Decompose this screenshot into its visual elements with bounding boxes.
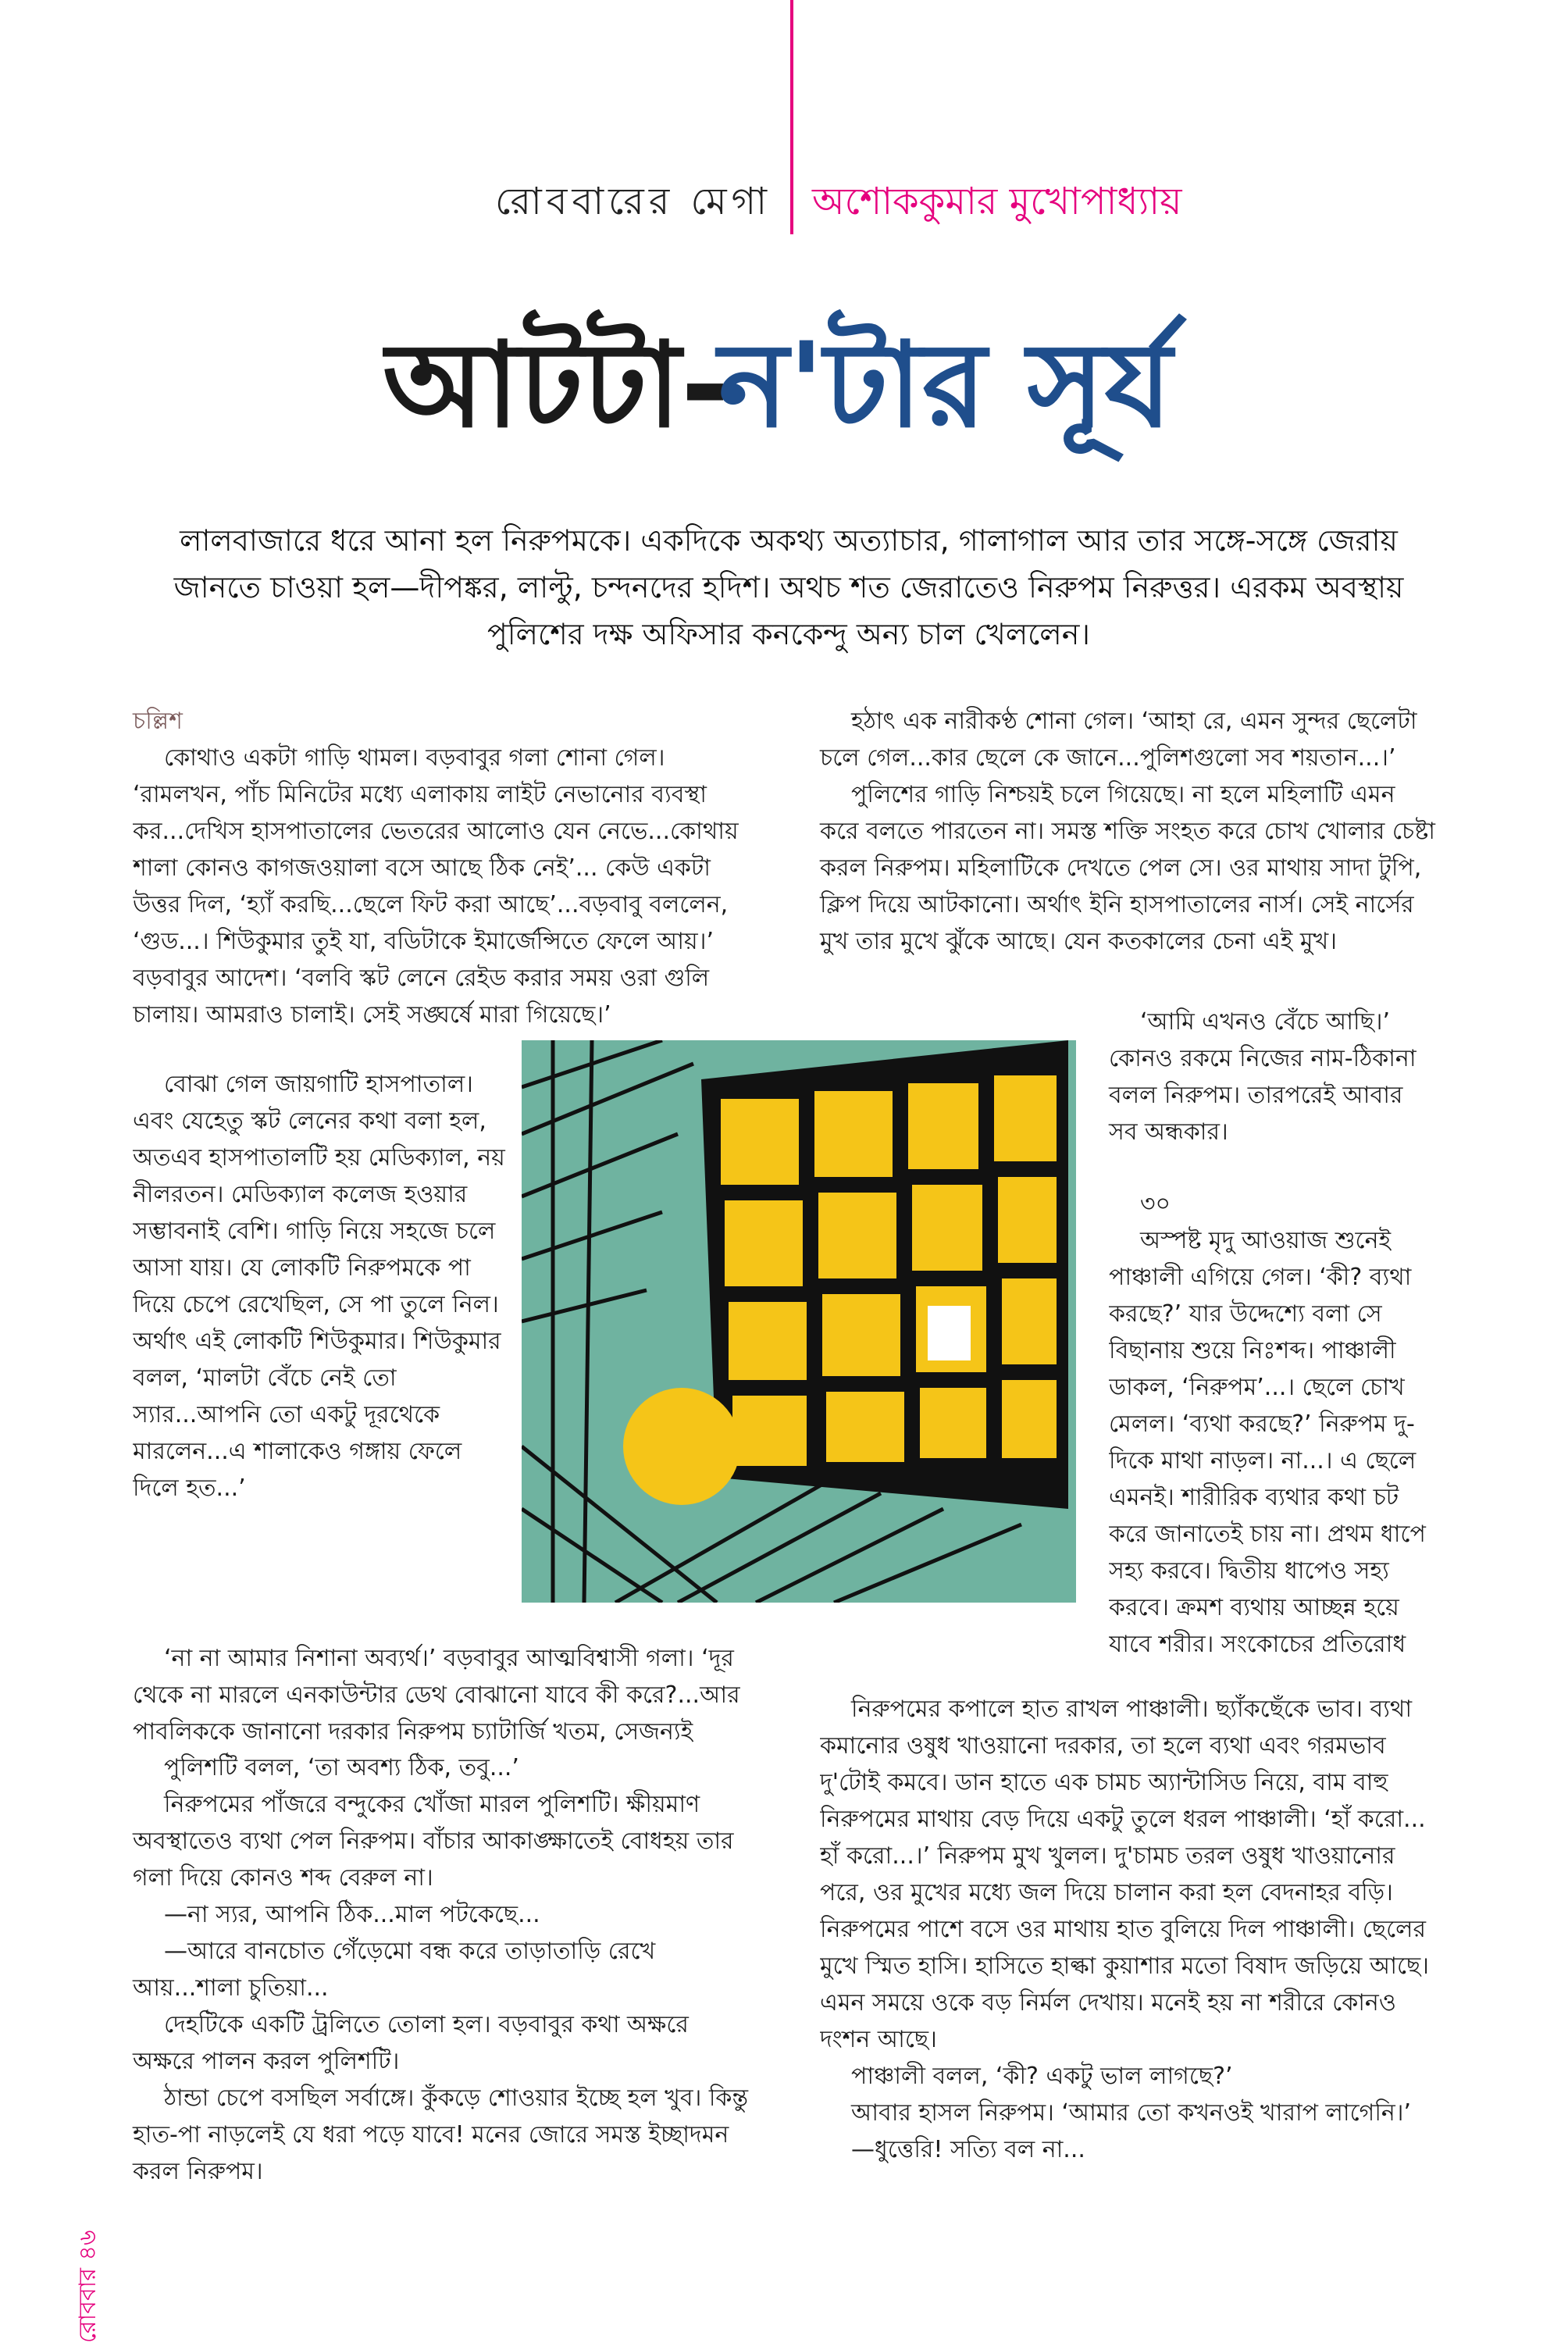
story-summary: লালবাজারে ধরে আনা হল নিরুপমকে। একদিকে অকথ্য অত্যাচার, গালাগাল আর তার সঙ্গে-সঙ্গে জেরায় জানতে চাওয়া হল—দীপঙ্কর, লাল্টু, চন্দনদের হদিশ। অথচ শত জেরাতেও নিরুপম নিরুত্তর। এরকম অবস্থায় পুলিশের দক্ষ অফিসার কনকেন্দু অন্য চাল খেললেন। [173, 523, 1404, 651]
paragraph: পুলিশটি বলল, ‘তা অবশ্য ঠিক, তবু...’ [164, 1754, 519, 1781]
paragraph: কোথাও একটা গাড়ি থামল। বড়বাবুর গলা শোনা গেল। ‘রামলখন, পাঁচ মিনিটের মধ্যে এলাকায় লাইট নেভানোর ব্যবস্থা কর...দেখিস হাসপাতালের ভেতরের আলোও যেন নেভে...কোথায় শালা কোনও কাগজওয়ালা বসে আছে ঠিক নেই’... কেউ একটা উত্তর দিল, ‘হ্যাঁ করছি...ছেলে ফিট করা আছে’...বড়বাবু বললেন, ‘গুড...। শিউকুমার তুই যা, বডিটাকে ইমার্জেন্সিতে ফেলে আয়।’ বড়বাবুর আদেশ। ‘বলবি স্কট লেনে রেইড করার সময় ওরা গুলি চালায়। আমরাও চালাই। সেই সঙ্ঘর্ষে মারা গিয়েছে।’ [133, 744, 739, 1029]
paragraph: —না স্যর, আপনি ঠিক...মাল পটকেছে... [164, 1901, 540, 1928]
paragraph: পুলিশের গাড়ি নিশ্চয়ই চলে গিয়েছে। না হলে মহিলাটি এমন করে বলতে পারতেন না। সমস্ত শক্তি সংহত করে চোখ খোলার চেষ্টা করল নিরুপম। মহিলাটিকে দেখতে পেল সে। ওর মাথায় সাদা টুপি, ক্লিপ দিয়ে আটকানো। অর্থাৎ ইনি হাসপাতালের নার্স। সেই নার্সের মুখ তার মুখে ঝুঁকে আছে। যেন কতকালের চেনা এই মুখ। [820, 781, 1435, 955]
paragraph: নিরুপমের পাঁজরে বন্দুকের খোঁজা মারল পুলিশটি। ক্ষীয়মাণ অবস্থাতেও ব্যথা পেল নিরুপম। বাঁচার আকাঙ্ক্ষাতেই বোধহয় তার গলা দিয়ে কোনও শব্দ বেরুল না। [133, 1791, 734, 1892]
paragraph: আবার হাসল নিরুপম। ‘আমার তো কখনওই খারাপ লাগেনি।’ [851, 2099, 1412, 2127]
title-part-one: আটটা- [383, 318, 730, 454]
story-title [383, 289, 1257, 469]
page-label: রোববার ৪৬ [74, 2230, 102, 2343]
left-column-bottom [133, 1640, 750, 2190]
paragraph: দেহটিকে একটি ট্রলিতে তোলা হল। বড়বাবুর কথা অক্ষরে অক্ষরে পালন করল পুলিশটি। [133, 2011, 689, 2075]
title-part-two: ন'টার সূর্য [718, 318, 1172, 454]
left-column-top [133, 703, 750, 1068]
right-column-bottom [820, 1691, 1437, 2168]
author-name: অশোককুমার মুখোপাধ্যায় [812, 180, 1182, 223]
paragraph: হঠাৎ এক নারীকণ্ঠ শোনা গেল। ‘আহা রে, এমন সুন্দর ছেলেটা চলে গেল...কার ছেলে কে জানে...পুলিশগুলো সব শয়তান...।’ [820, 708, 1417, 772]
right-column-narrow [1109, 1004, 1437, 1660]
paragraph: ‘না না আমার নিশানা অব্যর্থ।’ বড়বাবুর আত্মবিশ্বাসী গলা। ‘দূর থেকে না মারলে এনকাউন্টার ডেথ বোঝানো যাবে কী করে?...আর পাবলিককে জানানো দরকার নিরুপম চ্যাটার্জি খতম, সেজন্যই [133, 1645, 740, 1746]
paragraph: —ধুত্তেরি! সত্যি বল না... [851, 2136, 1085, 2163]
paragraph: অস্পষ্ট মৃদু আওয়াজ শুনেই পাঞ্চালী এগিয়ে গেল। ‘কী? ব্যথা করছে?’ যার উদ্দেশ্যে বলা সে বিছানায় শুয়ে নিঃশব্দ। পাঞ্চালী ডাকল, ‘নিরুপম’...। ছেলে চোখ মেলল। ‘ব্যথা করছে?’ নিরুপম দু-দিকে মাথা নাড়ল। না...। এ ছেলে এমনই। শারীরিক ব্যথার কথা চট করে জানাতেই চায় না। প্রথম ধাপে সহ্য করবে। দ্বিতীয় ধাপেও সহ্য করবে। ক্রমশ ব্যথায় আচ্ছন্ন হয়ে যাবে শরীর। সংকোচের প্রতিরোধ [1109, 1227, 1426, 1658]
left-column-narrow [133, 1066, 508, 1628]
window-highlight [928, 1306, 971, 1360]
paragraph: নিরুপমের কপালে হাত রাখল পাঞ্চালী। ছ্যাঁকছেঁকে ভাব। ব্যথা কমানোর ওষুধ খাওয়ানো দরকার, তা হলে ব্যথা এবং গরমভাব দু'টোই কমবে। ডান হাতে এক চামচ অ্যান্টাসিড নিয়ে, বাম বাহু নিরুপমের মাথায় বেড় দিয়ে একটু তুলে ধরল পাঞ্চালী। ‘হাঁ করো... হাঁ করো...।’ নিরুপম মুখ খুলল। দু'চামচ তরল ওষুধ খাওয়ানোর পরে, ওর মুখের মধ্যে জল দিয়ে চালান করা হল বেদনাহর বড়ি। নিরুপমের পাশে বসে ওর মাথায় হাত বুলিয়ে দিল পাঞ্চালী। ছেলের মুখে স্মিত হাসি। হাসিতে হাল্কা কুয়াশার মতো বিষাদ জড়িয়ে আছে। এমন সময়ে ওকে বড় নির্মল দেখায়। মনেই হয় না শরীরে কোনও দংশন আছে। [820, 1696, 1429, 2053]
right-column-top [820, 703, 1437, 960]
chapter-number-right: ৩০ [1140, 1190, 1171, 1218]
paragraph: পাঞ্চালী বলল, ‘কী? একটু ভাল লাগছে?’ [851, 2063, 1233, 2090]
yellow-blob [623, 1388, 740, 1505]
series-label: রোববারের মেগা [494, 180, 772, 223]
paragraph: বোঝা গেল জায়গাটি হাসপাতাল। এবং যেহেতু স্কট লেনের কথা বলা হল, অতএব হাসপাতালটি হয় মেডিক্যাল, নয় নীলরতন। মেডিক্যাল কলেজ হওয়ার সম্ভাবনাই বেশি। গাড়ি নিয়ে সহজে চলে আসা যায়। যে লোকটি নিরুপমকে পা দিয়ে চেপে রেখেছিল, সে পা তুলে নিল। অর্থাৎ এই লোকটি শিউকুমার। শিউকুমার বলল, ‘মালটা বেঁচে নেই তো স্যার...আপনি তো একটু দূরথেকে মারলেন...এ শালাকেও গঙ্গায় ফেলে দিলে হত...’ [133, 1071, 505, 1502]
paragraph: ঠান্ডা চেপে বসছিল সর্বাঙ্গে। কুঁকড়ে শোওয়ার ইচ্ছে হল খুব। কিন্তু হাত-পা নাড়লেই যে ধরা পড়ে যাবে! মনের জোরে সমস্ত ইচ্ছাদমন করল নিরুপম। [133, 2084, 749, 2185]
page-header [0, 173, 1568, 228]
paragraph: —আরে বানচোত গেঁড়েমো বন্ধ করে তাড়াতাড়ি রেখে আয়...শালা চুতিয়া... [133, 1938, 656, 2002]
window-illustration [522, 1040, 1076, 1603]
page-number [37, 2109, 102, 2343]
chapter-number-left: চল্লিশ [133, 708, 183, 735]
paragraph: ‘আমি এখনও বেঁচে আছি।’ কোনও রকমে নিজের নাম-ঠিকানা বলল নিরুপম। তারপরেই আবার সব অন্ধকার। [1109, 1008, 1417, 1146]
